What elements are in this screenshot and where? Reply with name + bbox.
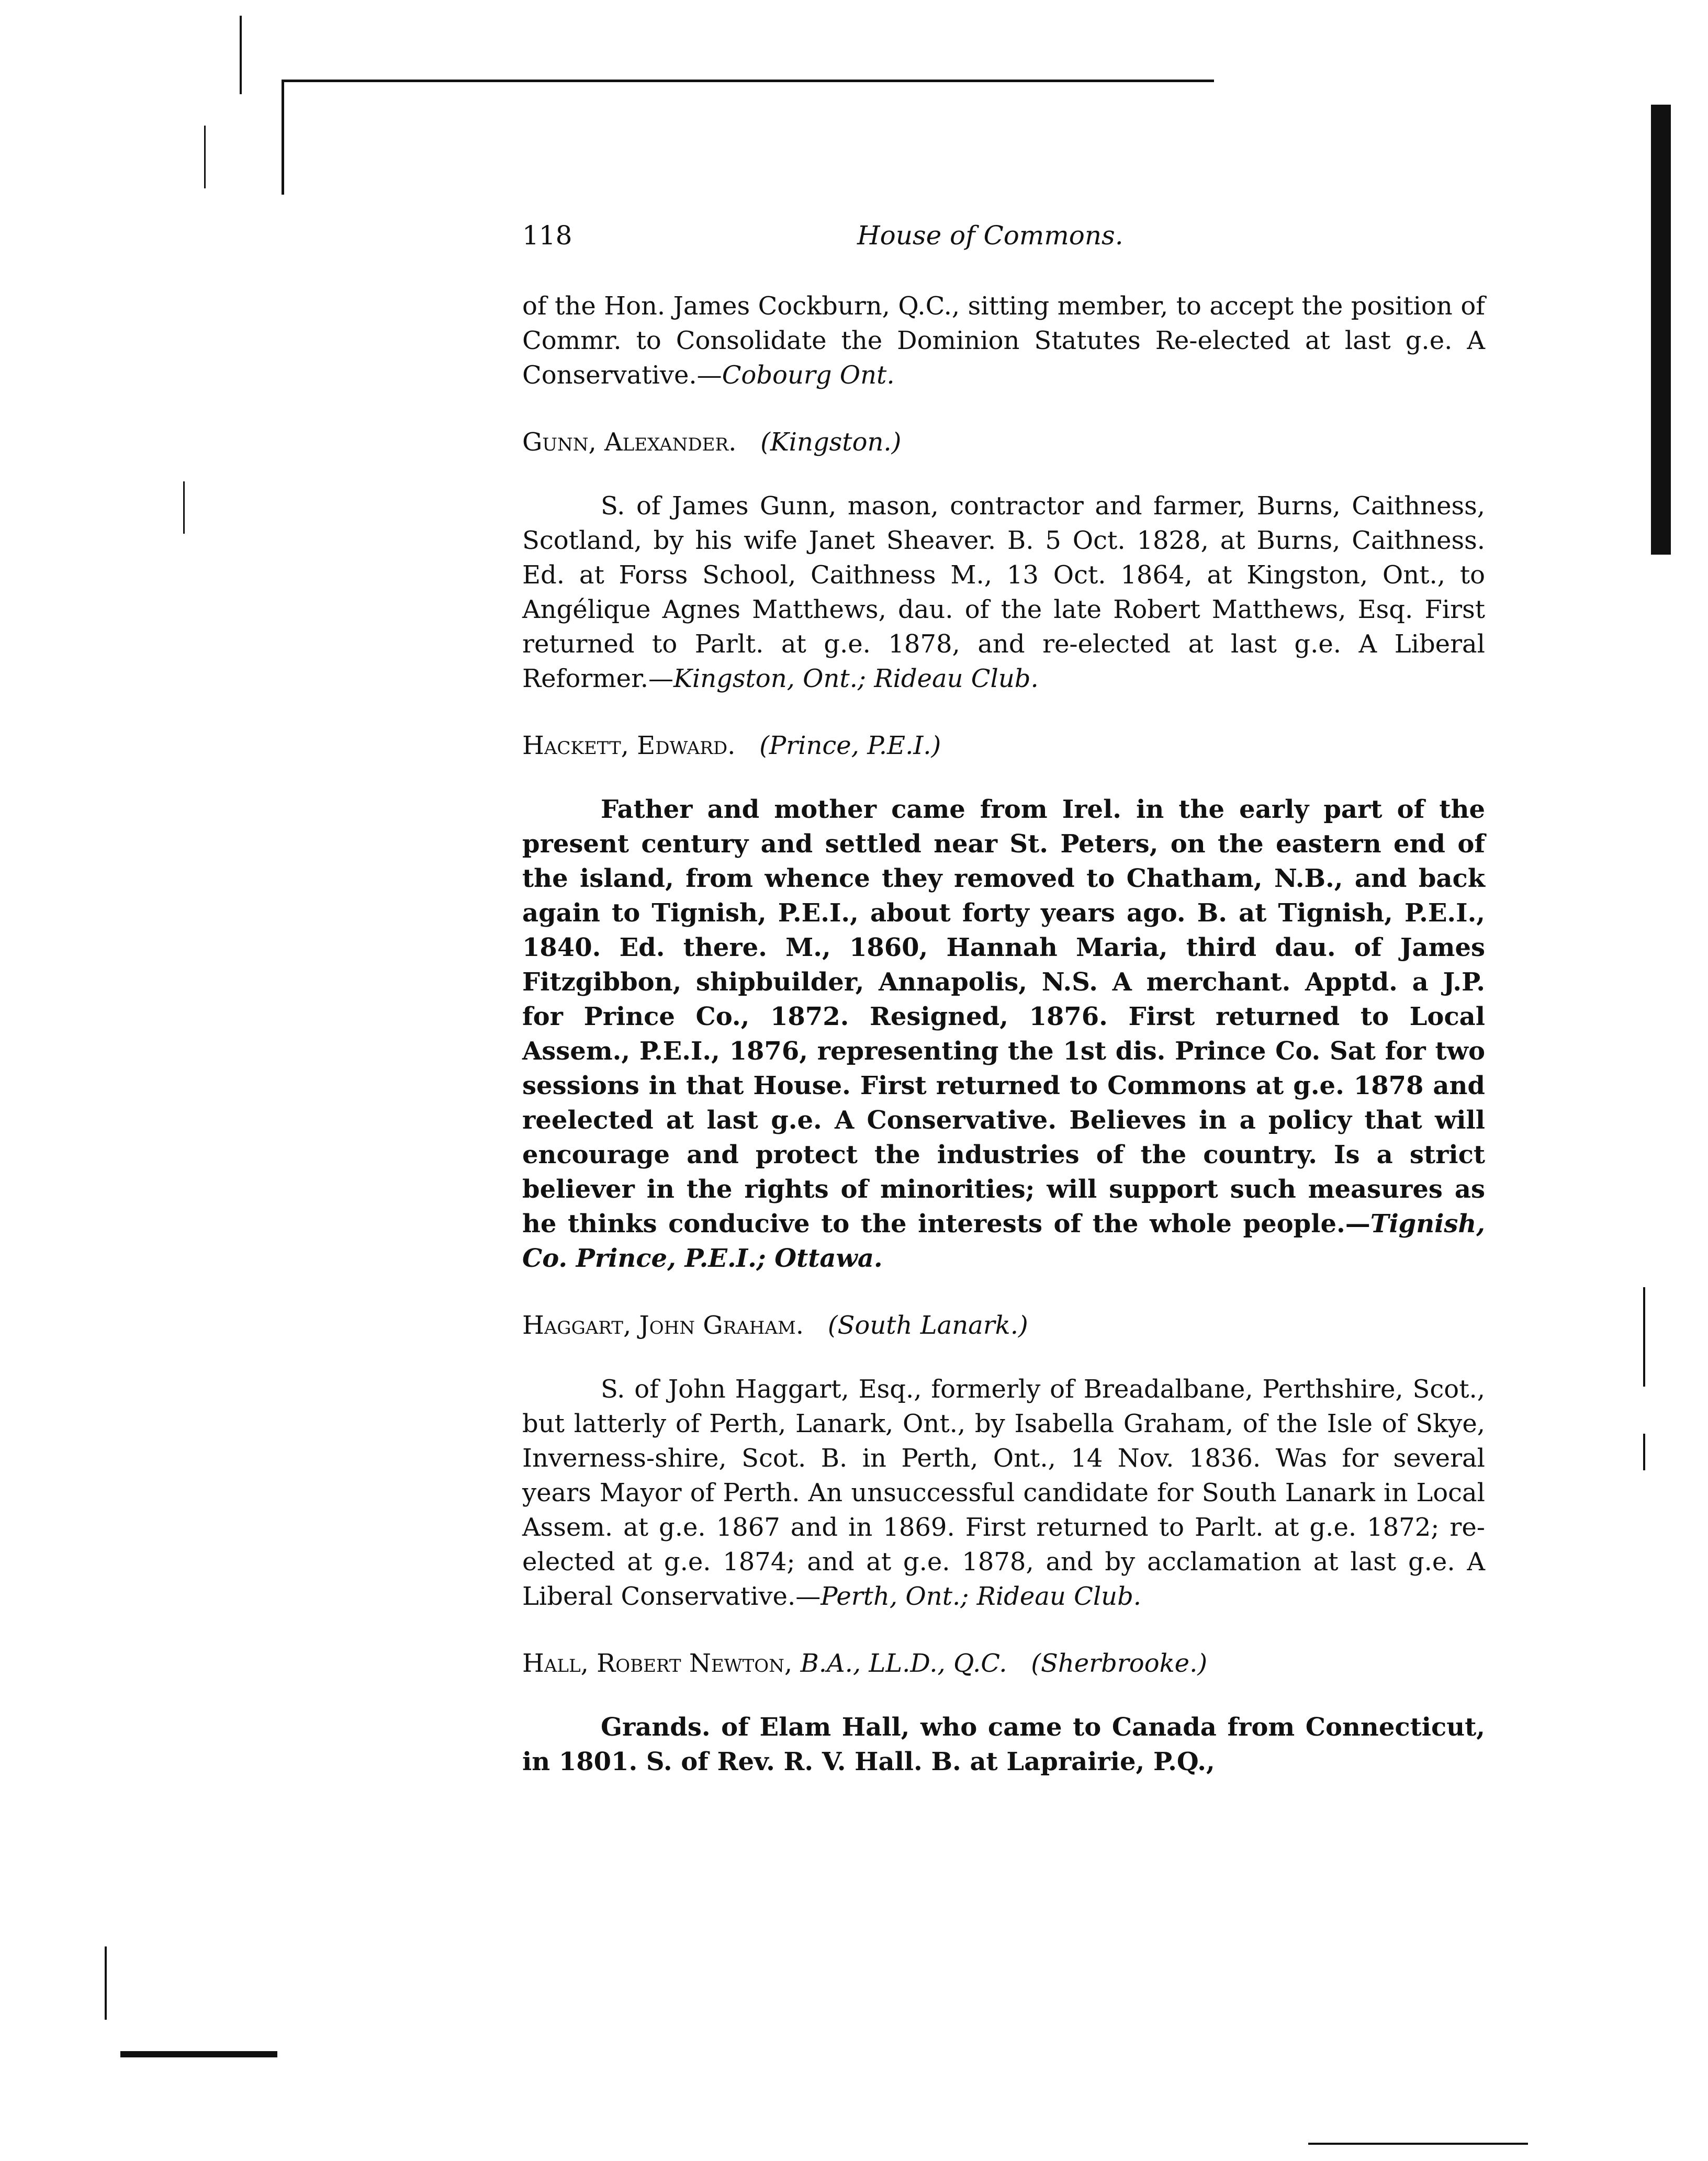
scan-edge-bottom-rule [120, 2051, 277, 2057]
entry-body [522, 1372, 1485, 1614]
running-header [522, 220, 1485, 251]
scan-edge-bottom-right [1308, 2143, 1528, 2145]
scan-edge-bottom-left-line [105, 1946, 107, 2020]
entry-body-text: Grands. of Elam Hall, who came to Canada from Connecticut, in 1801. S. of Rev. R. V. Hall. B. at Laprairie, P.Q., [522, 1713, 1485, 1776]
entries [522, 289, 1485, 1779]
entry-constituency: (Prince, P.E.I.) [759, 731, 941, 760]
continuation-paragraph [522, 289, 1485, 392]
entry-body-text: S. of James Gunn, mason, contractor and farmer, Burns, Caithness, Scotland, by his wife Janet Sheaver. B. 5 Oct. 1828, at Burns, Caithness. Ed. at Forss School, Caithness M., 13 Oct. 1864, at Kingston, Ont., to Angélique Agnes Matthews, dau. of the late Robert Matthews, Esq. First returned to Parlt. at g.e. 1878, and re-elected at last g.e. A Liberal Reformer.— [522, 491, 1485, 693]
entry-body [522, 792, 1485, 1276]
continuation-address: Cobourg Ont. [722, 361, 895, 390]
entry-heading: Hall, Robert Newton, B.A., LL.D., Q.C. (Sherbrooke.) [522, 1649, 1208, 1678]
entry-address: Kingston, Ont.; Rideau Club. [673, 664, 1039, 693]
entry-body-text: S. of John Haggart, Esq., formerly of Breadalbane, Perthshire, Scot., but latterly of Perth, Lanark, Ont., by Isabella Graham, of the Isle of Skye, Inverness-shire, Scot. B. in Perth, Ont., 14 Nov. 1836. Was for several years Mayor of Perth. An unsuccessful candidate for South Lanark in Local Assem. at g.e. 1867 and in 1869. First returned to Parlt. at g.e. 1872; re-elected at g.e. 1874; and at g.e. 1878, and by acclamation at last g.e. A Liberal Conservative.— [522, 1375, 1485, 1611]
scan-edge-right-line-2 [1643, 1434, 1645, 1470]
entry-body-text: Father and mother came from Irel. in the early part of the present century and settled near St. Peters, on the eastern end of the island, from whence they removed to Chatham, N.B., and back again to Tignish, P.E.I., about forty years ago. B. at Tignish, P.E.I., 1840. Ed. there. M., 1860, Hannah Maria, third dau. of James Fitzgibbon, shipbuilder, Annapolis, N.S. A merchant. Apptd. a J.P. for Prince Co., 1872. Resigned, 1876. First returned to Local Assem., P.E.I., 1876, representing the 1st dis. Prince Co. Sat for two sessions in that House. First returned to Commons at g.e. 1878 and reelected at last g.e. A Conservative. Believes in a policy that will encourage and protect the industries of the country. Is a strict believer in the rights of minorities; will support such measures as he thinks conducive to the interests of the whole people.— [522, 795, 1485, 1239]
scan-edge-left-line [240, 16, 242, 94]
entry-given-name: Robert Newton, [597, 1649, 793, 1678]
scan-edge-top-rule [283, 80, 1214, 82]
entry-surname: Hall [522, 1649, 581, 1678]
entry-degrees: B.A., LL.D., Q.C. [800, 1649, 1007, 1678]
page-number: 118 [522, 220, 572, 251]
entry-given-name: Edward [637, 731, 728, 760]
entry-heading: Hackett, Edward. (Prince, P.E.I.) [522, 731, 941, 760]
running-head: House of Commons. [857, 220, 1123, 251]
scan-edge-left-line-3 [183, 481, 185, 534]
entry-surname: Haggart [522, 1311, 623, 1340]
entry-constituency: (Kingston.) [760, 427, 902, 457]
entry-surname: Gunn [522, 427, 589, 457]
continuation-text: of the Hon. James Cockburn, Q.C., sitting member, to accept the position of Commr. to Consolidate the Dominion Statutes Re-elected at last g.e. A Conservative.— [522, 291, 1485, 390]
document-page [522, 220, 1485, 1779]
entry-constituency: (Sherbrooke.) [1031, 1649, 1208, 1678]
scan-edge-right-line [1643, 1287, 1645, 1387]
entry-surname: Hackett [522, 731, 621, 760]
entry-given-name: John Graham [639, 1311, 796, 1340]
entry-address: Perth, Ont.; Rideau Club. [821, 1582, 1142, 1611]
entry-constituency: (South Lanark.) [827, 1311, 1028, 1340]
entry-given-name: Alexander [604, 427, 729, 457]
entry-heading: Gunn, Alexander. (Kingston.) [522, 427, 902, 457]
entry-body [522, 1710, 1485, 1779]
entry-address: Tignish, Co. Prince, P.E.I.; Ottawa. [522, 1209, 1485, 1273]
entry-heading: Haggart, John Graham. (South Lanark.) [522, 1311, 1028, 1340]
entry-body [522, 489, 1485, 696]
scan-edge-left-rule [282, 80, 284, 195]
scan-edge-right-bar [1651, 105, 1671, 555]
scan-edge-left-line-2 [204, 126, 206, 188]
